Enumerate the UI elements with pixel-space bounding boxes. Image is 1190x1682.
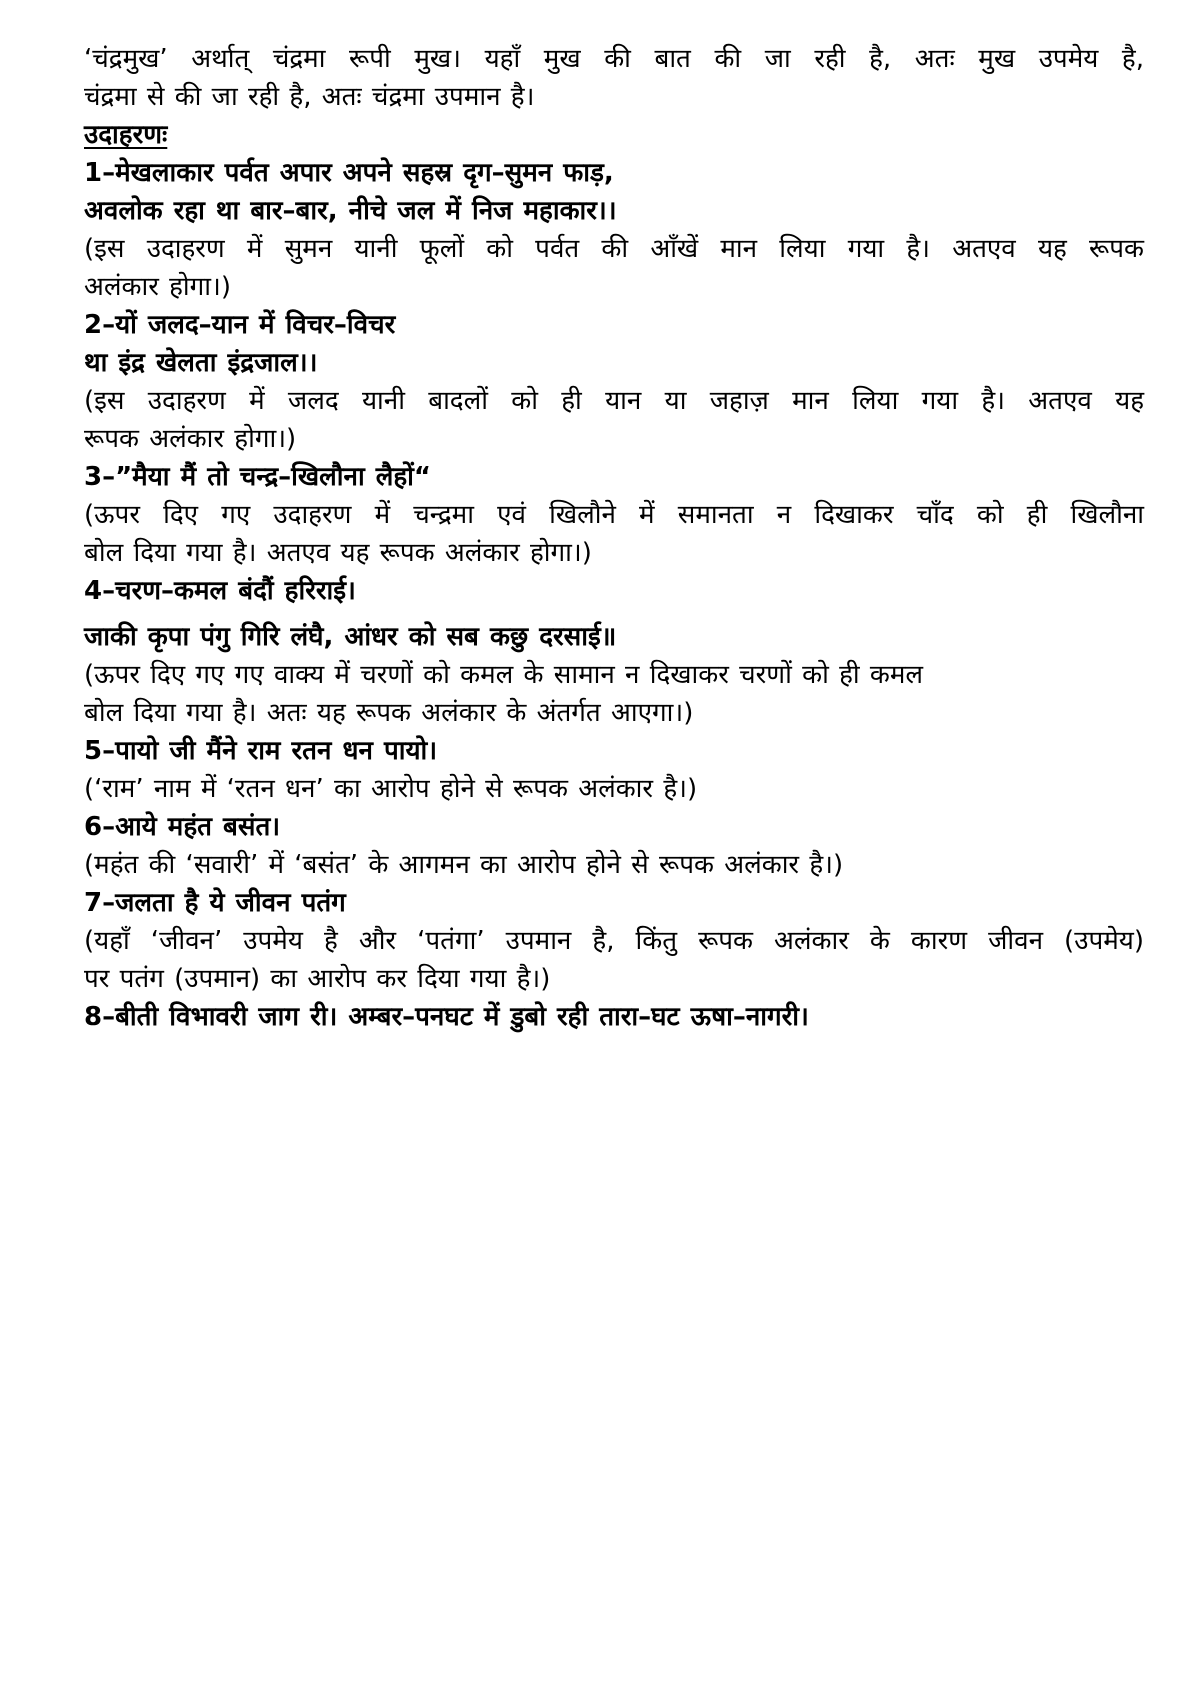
example-verse-line: 5–पायो जी मैंने राम रतन धन पायो। [84,736,438,766]
example-verse-line: 3–”मैया मैं तो चन्द्र–खिलौना लैहों“ [84,462,431,492]
example-verse-line: 4–चरण–कमल बंदौं हरिराई। [84,576,356,606]
example-explanation-line: अलंकार होगा।) [84,272,232,302]
example-explanation-line: (ऊपर दिए गए गए वाक्य में चरणों को कमल के सामान न दिखाकर चरणों को ही कमल [84,660,924,690]
intro-line: ‘चंद्रमुख’ अर्थात् चंद्रमा रूपी मुख। यहाँ मुख की बात की जा रही है, अतः मुख उपमेय है, [84,44,1144,74]
example-explanation-line: (यहाँ ‘जीवन’ उपमेय है और ‘पतंगा’ उपमान है, किंतु रूपक अलंकार के कारण जीवन (उपमेय) [84,926,1144,956]
intro-line: चंद्रमा से की जा रही है, अतः चंद्रमा उपमान है। [84,82,535,112]
example-3 [84,458,1144,572]
example-verse-line: 2–यों जलद–यान में विचर–विचर [84,310,396,340]
example-explanation-line: (‘राम’ नाम में ‘रतन धन’ का आरोप होने से रूपक अलंकार है।) [84,774,698,804]
example-explanation-line: रूपक अलंकार होगा।) [84,424,297,454]
example-explanation-line: पर पतंग (उपमान) का आरोप कर दिया गया है।) [84,964,551,994]
example-explanation-line: (इस उदाहरण में सुमन यानी फूलों को पर्वत की आँखें मान लिया गया है। अतएव यह रूपक [84,234,1144,264]
example-verse-line: 8–बीती विभावरी जाग री। अम्बर–पनघट में डुबो रही तारा–घट ऊषा–नागरी। [84,1002,809,1032]
example-explanation-line: (महंत की ‘सवारी’ में ‘बसंत’ के आगमन का आरोप होने से रूपक अलंकार है।) [84,850,844,880]
example-5 [84,732,1144,808]
example-verse-line: था इंद्र खेलता इंद्रजाल।। [84,348,318,378]
example-2 [84,306,1144,458]
example-verse-line: 1–मेखलाकार पर्वत अपार अपने सहस्र दृग–सुमन फाड़, [84,158,614,188]
example-6 [84,808,1144,884]
example-explanation-line: बोल दिया गया है। अतः यह रूपक अलंकार के अंतर्गत आएगा।) [84,698,694,728]
example-verse-line: 6–आये महंत बसंत। [84,812,281,842]
heading-text: उदाहरणः [84,120,168,150]
example-verse-line: अवलोक रहा था बार–बार, नीचे जल में निज महाकार।। [84,196,617,226]
example-1 [84,154,1144,306]
example-4 [84,572,1144,732]
example-verse-line: जाकी कृपा पंगु गिरि लंघै, आंधर को सब कछु दरसाई॥ [84,622,617,652]
example-verse-line: 7–जलता है ये जीवन पतंग [84,888,346,918]
example-explanation-line: (ऊपर दिए गए उदाहरण में चन्द्रमा एवं खिलौने में समानता न दिखाकर चाँद को ही खिलौना [84,500,1144,530]
example-explanation-line: बोल दिया गया है। अतएव यह रूपक अलंकार होगा।) [84,538,592,568]
example-8 [84,998,1144,1036]
spacer [84,610,1144,618]
examples-heading [84,116,1144,154]
example-7 [84,884,1144,998]
example-explanation-line: (इस उदाहरण में जलद यानी बादलों को ही यान या जहाज़ मान लिया गया है। अतएव यह [84,386,1144,416]
document-page [84,40,1144,1036]
